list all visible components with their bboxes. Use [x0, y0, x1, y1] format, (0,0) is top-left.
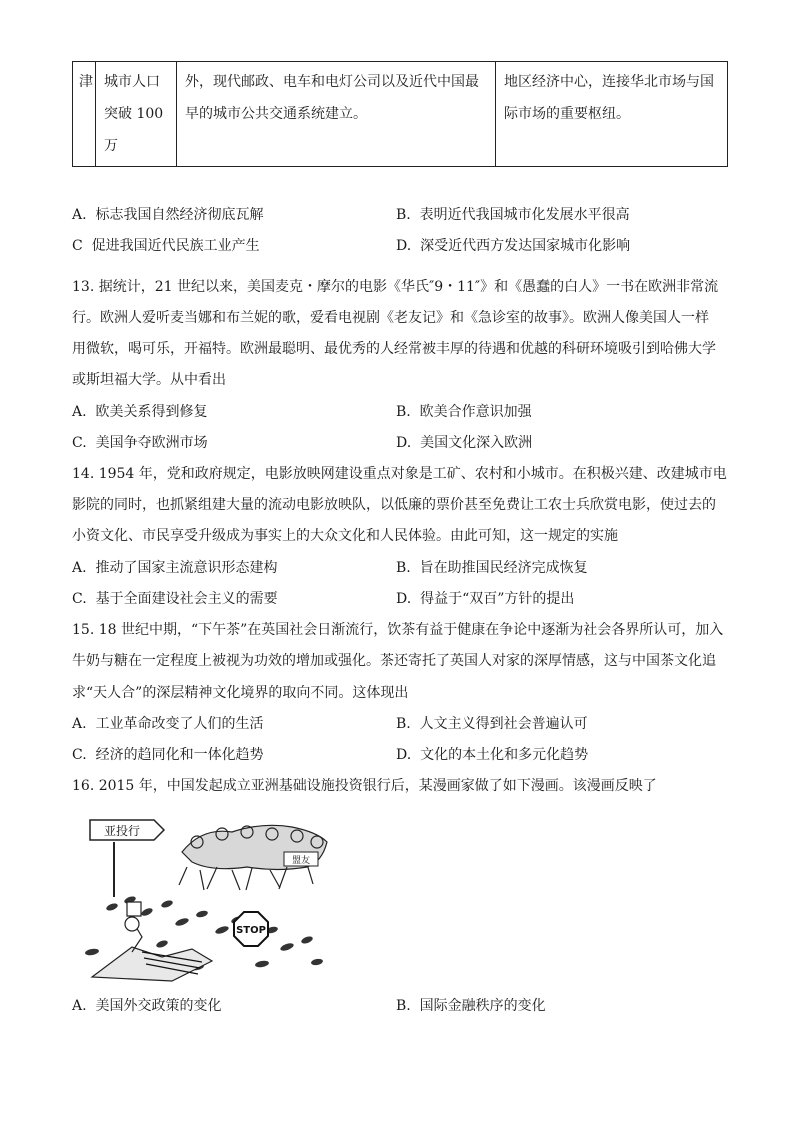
option-letter: A. — [72, 716, 87, 732]
aiib-cartoon — [72, 812, 338, 982]
cell-text: 万 — [104, 138, 118, 154]
q15-stem-line: 15. 18 世纪中期，“下午茶”在英国社会日渐流行，饮茶有益于健康在争论中逐渐为社会各界所认可，加入 — [72, 622, 724, 638]
q16-option-b[interactable] — [396, 995, 546, 1015]
signpost-label: 亚投行 — [103, 824, 141, 838]
option-text: 基于全面建设社会主义的需要 — [95, 591, 278, 607]
option-letter: D. — [396, 435, 412, 451]
cell-text: 外，现代邮政、电车和电灯公司以及近代中国最 — [185, 74, 479, 90]
q14-stem-line: 14. 1954 年，党和政府规定，电影放映网建设重点对象是工矿、农村和小城市。在积极兴建、改建城市电 — [72, 466, 727, 482]
option-letter: B. — [396, 998, 411, 1014]
city-table — [72, 61, 728, 167]
table-cell-population — [96, 62, 177, 167]
cell-text: 地区经济中心，连接华北市场与国 — [504, 74, 714, 90]
option-text: 国际金融秩序的变化 — [419, 998, 546, 1014]
q16-option-a[interactable] — [72, 995, 221, 1015]
option-letter: A. — [72, 207, 87, 223]
cell-text: 突破 100 — [104, 106, 164, 122]
option-letter: D. — [396, 747, 412, 763]
option-text: 深受近代西方发达国家城市化影响 — [420, 238, 631, 254]
option-letter: A. — [72, 998, 87, 1014]
q15-stem-line: 牛奶与糖在一定程度上被视为功效的增加或强化。茶还寄托了英国人对家的深厚情感，这与中国茶文化追 — [72, 653, 716, 669]
q13-option-c[interactable] — [72, 432, 208, 452]
option-letter: B. — [396, 404, 411, 420]
q14-stem-line: 影院的同时，也抓紧组建大量的流动电影放映队，以低廉的票价甚至免费让工农士兵欣赏电影，使过去的 — [72, 497, 716, 513]
option-text: 旨在助推国民经济完成恢复 — [419, 560, 588, 576]
q14-option-d[interactable] — [396, 588, 574, 608]
q12-option-b[interactable] — [396, 204, 630, 224]
banner-label: 盟友 — [291, 856, 311, 866]
option-letter: A. — [72, 404, 87, 420]
q14-stem-line: 小资文化、市民享受升级成为事实上的大众文化和人民体验。由此可知，这一规定的实施 — [72, 528, 618, 544]
option-text: 经济的趋同化和一体化趋势 — [95, 747, 264, 763]
q13-stem-line: 用微软，喝可乐，开福特。欧洲最聪明、最优秀的人经常被丰厚的待遇和优越的科研环境吸引到哈佛大学 — [72, 341, 716, 357]
trampled-figure — [92, 902, 212, 981]
table-cell-city — [73, 62, 96, 167]
q13-option-a[interactable] — [72, 401, 207, 421]
option-letter: D. — [396, 591, 412, 607]
q15-stem-line: 求“天人合”的深层精神文化境界的取向不同。这体现出 — [72, 685, 409, 701]
cell-text: 早的城市公共交通系统建立。 — [185, 106, 367, 122]
option-text: 得益于“双百”方针的提出 — [420, 591, 575, 607]
q15-option-b[interactable] — [396, 713, 588, 733]
option-text: 美国文化深入欧洲 — [420, 435, 533, 451]
option-text: 标志我国自然经济彻底瓦解 — [95, 207, 264, 223]
table-cell-modernization — [177, 62, 496, 167]
q15-option-c[interactable] — [72, 744, 264, 764]
option-text: 美国外交政策的变化 — [95, 998, 222, 1014]
option-letter: C — [72, 238, 83, 254]
q13-stem-line: 行。欧洲人爱听麦当娜和布兰妮的歌，爱看电视剧《老友记》和《急诊室的故事》。欧洲人像美国人一样 — [72, 310, 709, 326]
option-letter: B. — [396, 560, 411, 576]
cell-text: 津 — [79, 74, 93, 90]
option-letter: C. — [72, 747, 87, 763]
option-text: 促进我国近代民族工业产生 — [91, 238, 260, 254]
cell-text: 城市人口 — [104, 74, 160, 90]
q14-option-b[interactable] — [396, 557, 588, 577]
q16-stem-line: 16. 2015 年，中国发起成立亚洲基础设施投资银行后，某漫画家做了如下漫画。该漫画反映了 — [72, 778, 657, 794]
cell-text: 际市场的重要枢纽。 — [504, 106, 630, 122]
stop-label: STOP — [236, 925, 266, 936]
allies-banner — [284, 852, 318, 866]
option-letter: C. — [72, 435, 87, 451]
option-text: 人文主义得到社会普遍认可 — [419, 716, 588, 732]
option-letter: D. — [396, 238, 412, 254]
q15-option-a[interactable] — [72, 713, 263, 733]
option-letter: A. — [72, 560, 87, 576]
q12-option-c[interactable] — [72, 235, 260, 255]
option-text: 欧美合作意识加强 — [419, 404, 532, 420]
q13-stem-line: 或斯坦福大学。从中看出 — [72, 372, 226, 388]
q13-stem-line: 13. 据统计，21 世纪以来，美国麦克・摩尔的电影《华氏″9・11″》和《愚蠢的白人》一书在欧洲非常流 — [72, 279, 719, 295]
option-text: 欧美关系得到修复 — [95, 404, 208, 420]
option-text: 文化的本土化和多元化趋势 — [420, 747, 589, 763]
q15-option-d[interactable] — [396, 744, 588, 764]
table-cell-economy — [496, 62, 728, 167]
aiib-signpost — [90, 820, 164, 897]
table-row — [73, 62, 728, 167]
option-letter: B. — [396, 716, 411, 732]
option-text: 美国争夺欧洲市场 — [95, 435, 208, 451]
q14-option-a[interactable] — [72, 557, 277, 577]
q13-option-d[interactable] — [396, 432, 532, 452]
q12-option-a[interactable] — [72, 204, 263, 224]
option-letter: B. — [396, 207, 411, 223]
option-letter: C. — [72, 591, 87, 607]
q14-option-c[interactable] — [72, 588, 278, 608]
q12-option-d[interactable] — [396, 235, 630, 255]
option-text: 工业革命改变了人们的生活 — [95, 716, 264, 732]
q13-option-b[interactable] — [396, 401, 532, 421]
option-text: 表明近代我国城市化发展水平很高 — [419, 207, 630, 223]
option-text: 推动了国家主流意识形态建构 — [95, 560, 278, 576]
stop-sign — [234, 912, 268, 946]
